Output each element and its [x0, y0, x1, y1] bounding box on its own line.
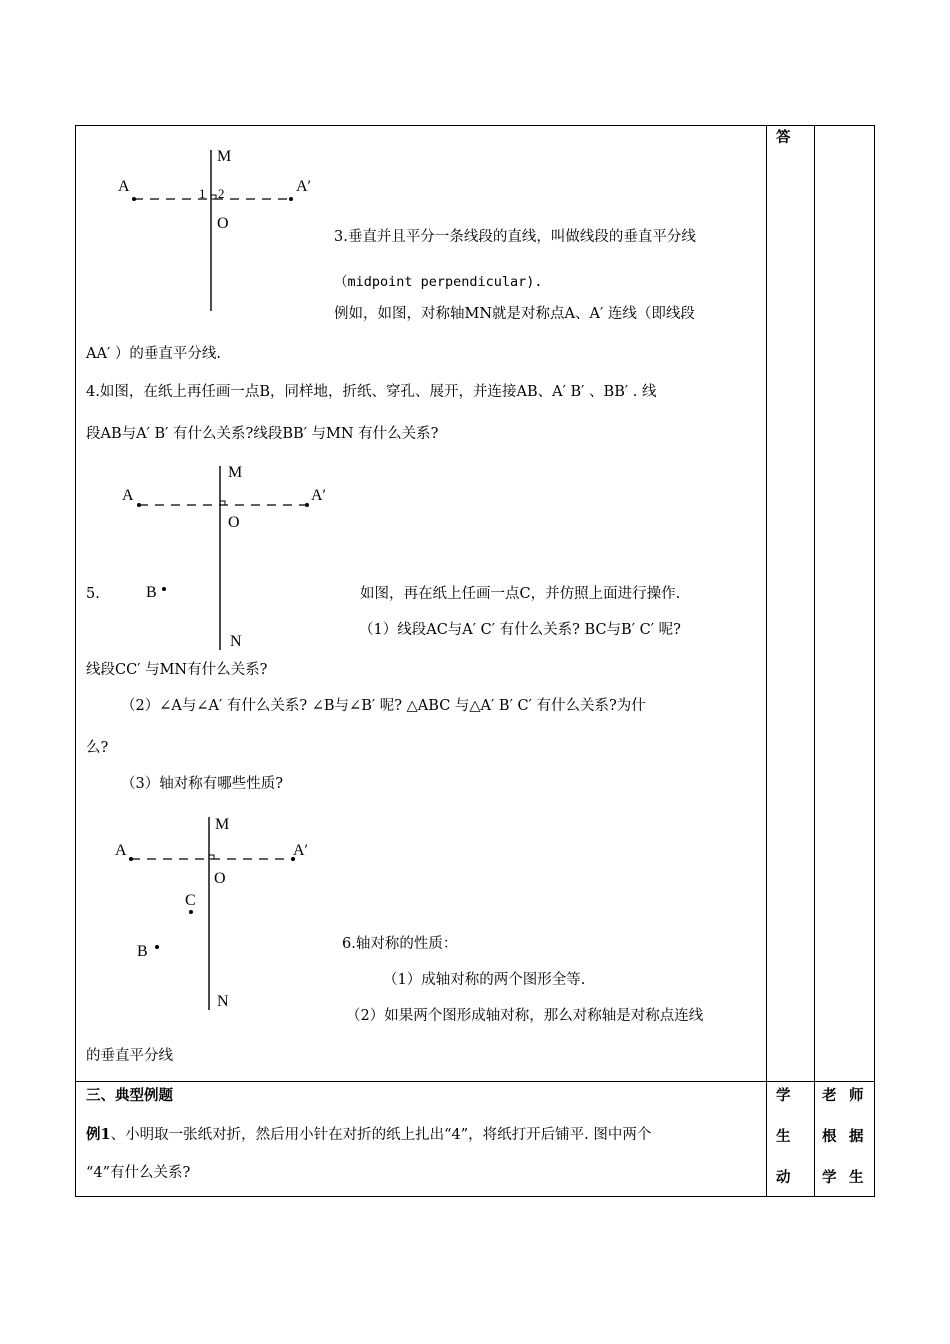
para5-line1: 如图，再在纸上任画一点C，并仿照上面进行操作.: [360, 586, 681, 602]
fig3-label-o: O: [214, 870, 226, 887]
teacher-col-char-4: 据: [849, 1128, 864, 1145]
fig3-label-c: C: [185, 892, 196, 909]
para5-line5: 么?: [86, 740, 109, 756]
fig2-point-ap: [305, 503, 309, 507]
fig3-label-a: A: [115, 842, 127, 859]
fig1-label-o: O: [217, 215, 229, 232]
para5-number: 5.: [86, 586, 100, 602]
fig1-label-2: 2: [218, 186, 225, 201]
fig2-point-b: [162, 587, 166, 591]
student-col-char-3: 动: [776, 1169, 791, 1186]
fig1-label-1: 1: [199, 186, 206, 201]
para3-line2: （midpoint perpendicular).: [334, 274, 543, 290]
para3-line4: AA′ ）的垂直平分线.: [86, 346, 221, 362]
para6-line4: 的垂直平分线: [86, 1048, 173, 1064]
section3-heading: 三、典型例题: [86, 1087, 173, 1104]
para5-line2: （1）线段AC与A′ C′ 有什么关系? BC与B′ C′ 呢?: [359, 622, 681, 638]
fig2-label-m: M: [228, 464, 243, 481]
fig1-point-ap: [289, 197, 293, 201]
example1-label: 例1: [86, 1126, 111, 1143]
fig2-label-n: N: [230, 633, 242, 650]
fig3-point-a: [129, 857, 133, 861]
teacher-col-char-1: 老: [822, 1087, 837, 1104]
example1-line2: “4”有什么关系?: [86, 1165, 191, 1181]
fig2-label-a: A: [122, 487, 134, 504]
para5-line3: 线段CC′ 与MN有什么关系?: [86, 662, 268, 678]
teacher-col-char-3: 根: [822, 1128, 837, 1145]
para4-line1: 4.如图，在纸上再任画一点B，同样地，折纸、穿孔、展开，并连接AB、A′ B′ 、BB′ . 线: [86, 384, 657, 400]
fig2-label-o: O: [228, 514, 240, 531]
fig3-point-b: [155, 945, 159, 949]
example1-line1: [86, 1125, 651, 1145]
para6-line3: （2）如果两个图形成轴对称，那么对称轴是对称点连线: [346, 1008, 704, 1024]
fig3-label-n: N: [217, 993, 229, 1010]
fig1-label-a: A: [118, 178, 130, 195]
para3-line3: 例如，如图，对称轴MN就是对称点A、A′ 连线（即线段: [334, 306, 695, 322]
teacher-col-char-2: 师: [849, 1087, 864, 1104]
fig3-label-m: M: [215, 816, 230, 833]
para6-line1: 6.轴对称的性质：: [342, 936, 458, 952]
para5-line4: （2）∠A与∠A′ 有什么关系? ∠B与∠B′ 呢? △ABC 与△A′ B′ C′ 有什么关系?为什: [121, 698, 646, 714]
teacher-col-char-6: 生: [849, 1169, 864, 1186]
para3-line1: 3.垂直并且平分一条线段的直线，叫做线段的垂直平分线: [334, 229, 696, 245]
para4-line2: 段AB与A′ B′ 有什么关系?线段BB′ 与MN 有什么关系?: [86, 426, 439, 442]
fig1-point-a: [132, 197, 136, 201]
fig3-label-ap: A′: [293, 842, 309, 859]
side-top-label: 答: [776, 129, 791, 146]
fig2-label-ap: A′: [311, 487, 327, 504]
para6-line2: （1）成轴对称的两个图形全等.: [383, 972, 586, 988]
fig1-label-m: M: [217, 148, 232, 165]
fig3-point-c: [189, 910, 193, 914]
teacher-col-char-5: 学: [822, 1169, 837, 1186]
fig2-label-b: B: [146, 584, 157, 601]
student-col-char-1: 学: [776, 1087, 791, 1104]
example1-text: 、小明取一张纸对折，然后用小针在对折的纸上扎出“4”，将纸打开后铺平. 图中两个: [110, 1127, 652, 1143]
fig2-point-a: [137, 503, 141, 507]
student-col-char-2: 生: [776, 1128, 791, 1145]
fig3-label-b: B: [137, 943, 148, 960]
fig1-label-ap: A′: [296, 178, 312, 195]
para5-line6: （3）轴对称有哪些性质?: [121, 776, 283, 792]
